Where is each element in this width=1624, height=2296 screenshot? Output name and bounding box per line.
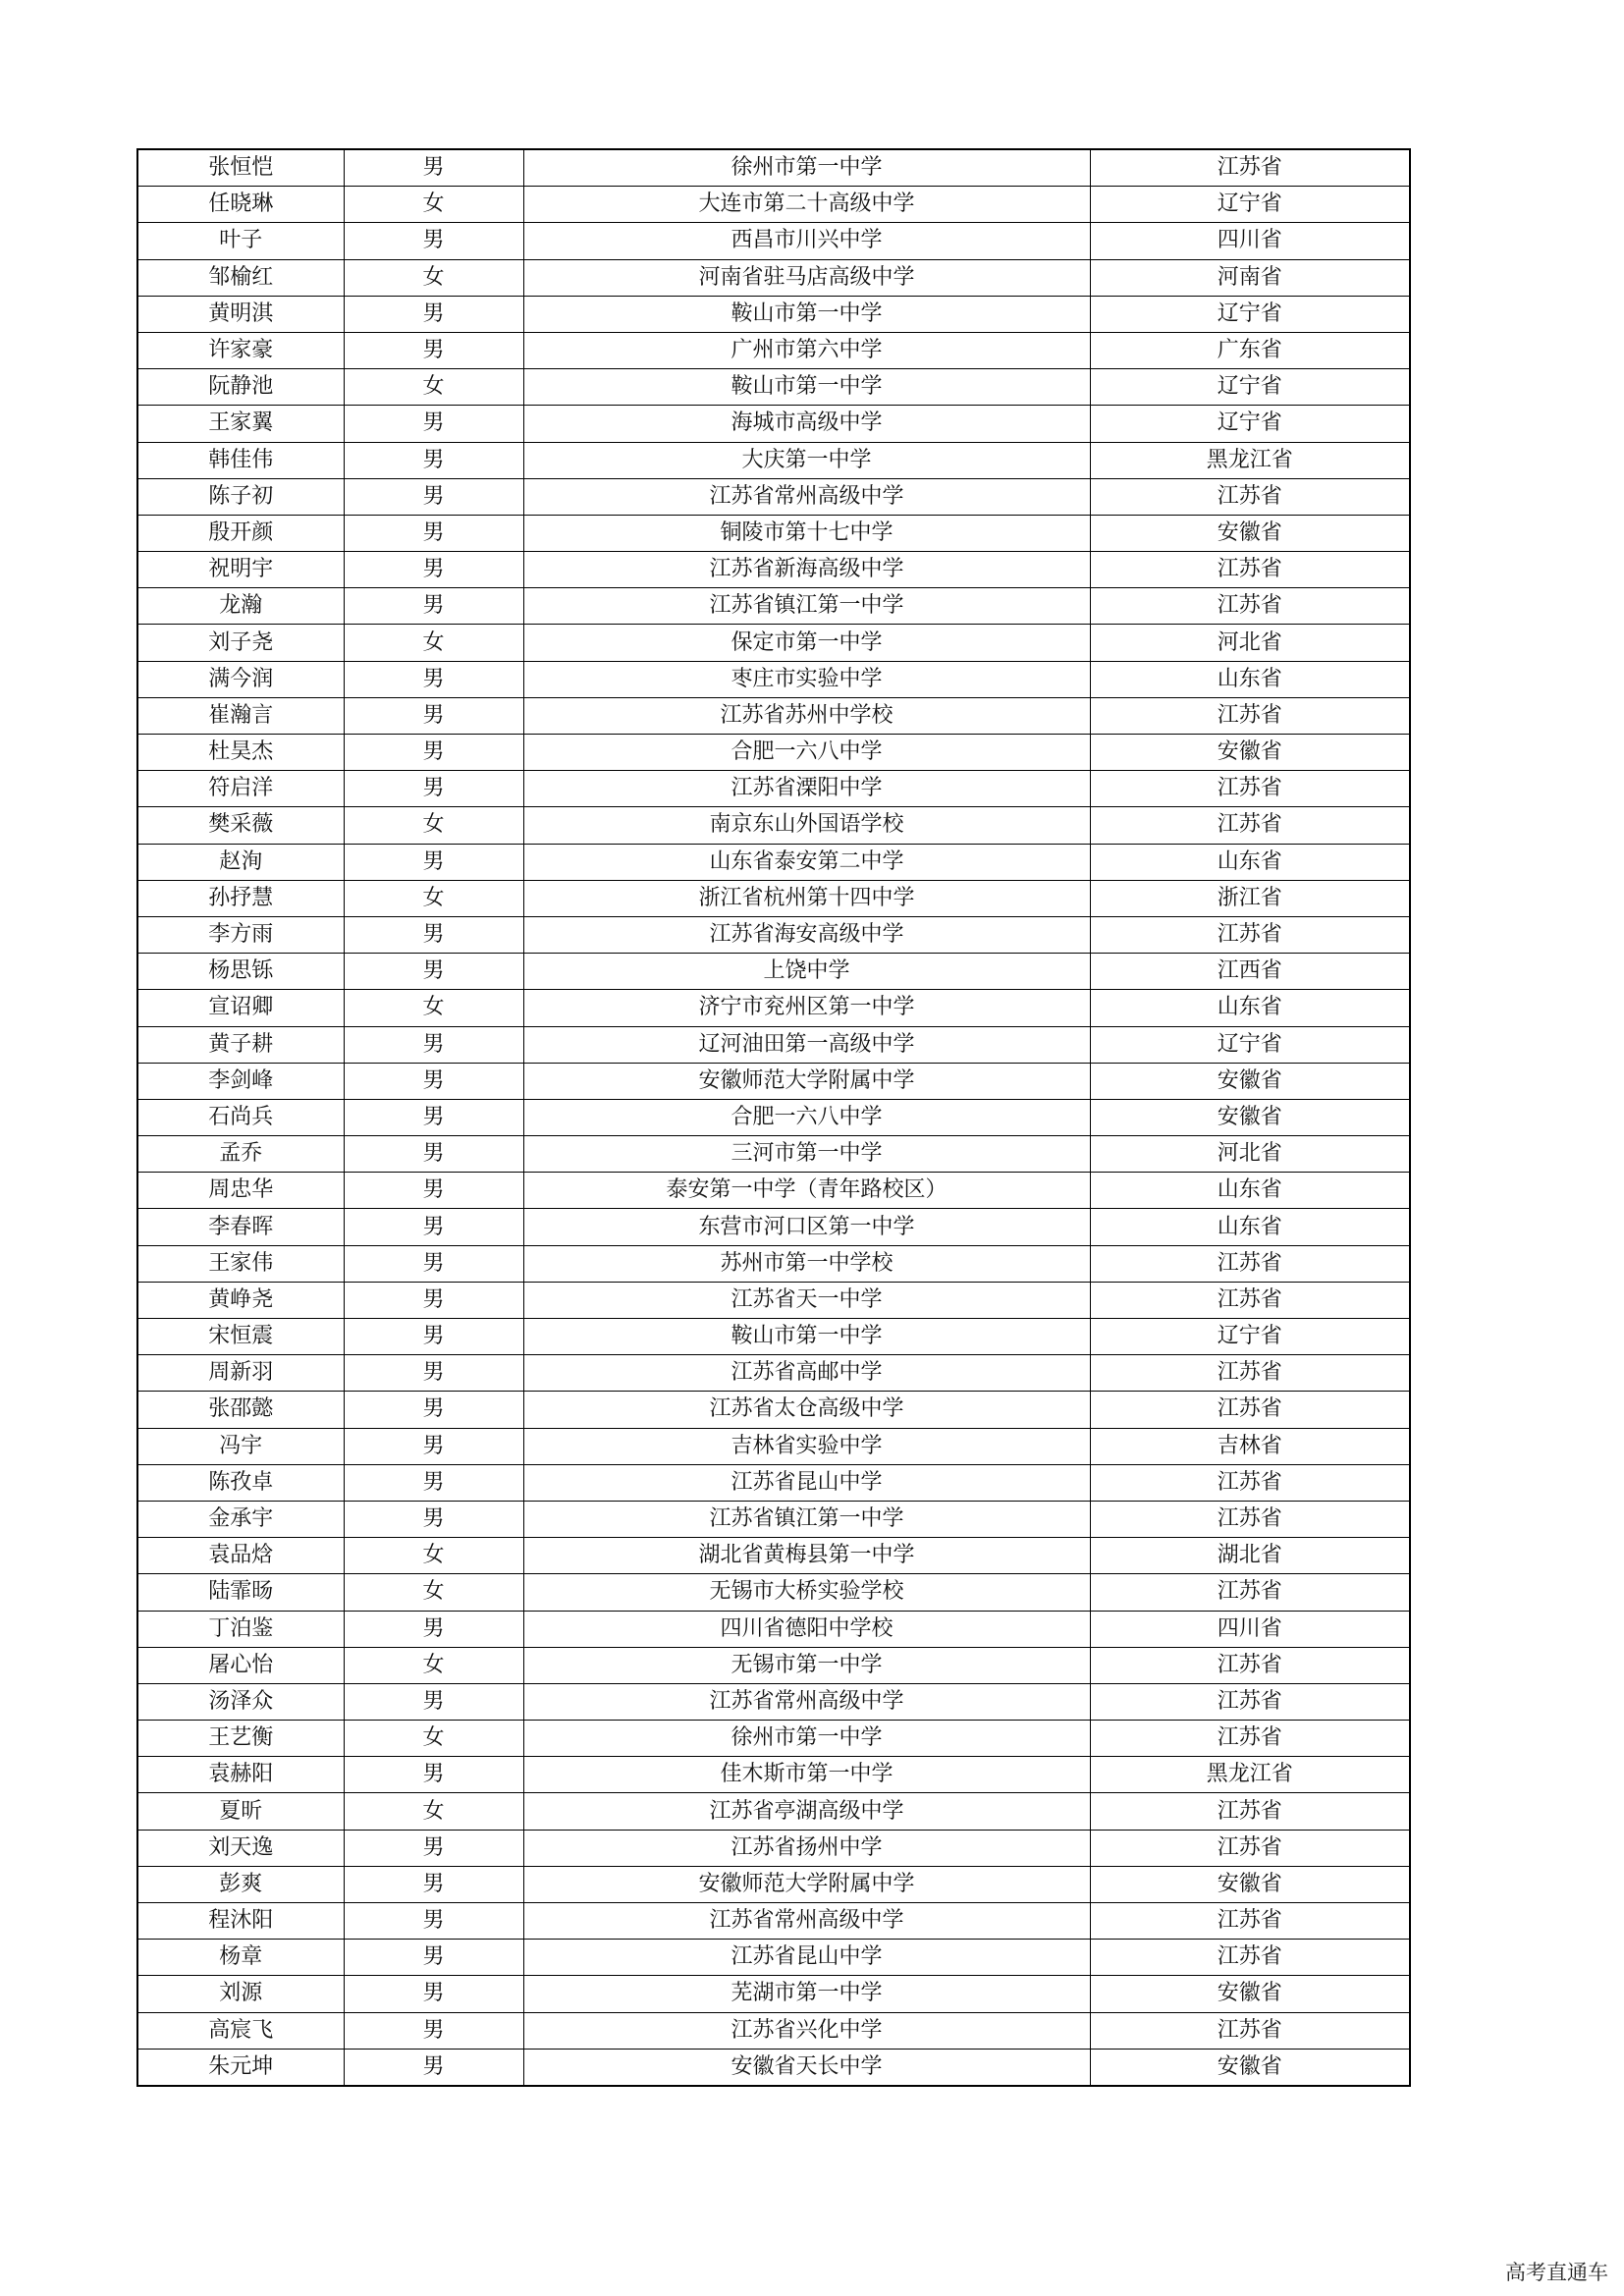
province-cell: 山东省 <box>1090 661 1410 697</box>
table-row <box>137 1355 1410 1392</box>
table-row <box>137 406 1410 442</box>
student-name-cell: 符启洋 <box>137 771 344 807</box>
province-cell: 江苏省 <box>1090 1793 1410 1830</box>
gender-cell: 男 <box>344 735 523 771</box>
gender-cell: 女 <box>344 880 523 916</box>
gender-cell: 男 <box>344 2012 523 2049</box>
school-cell: 海城市高级中学 <box>523 406 1090 442</box>
gender-cell: 男 <box>344 1173 523 1209</box>
student-name-cell: 屠心怡 <box>137 1647 344 1683</box>
school-cell: 江苏省溧阳中学 <box>523 771 1090 807</box>
province-cell: 河南省 <box>1090 259 1410 296</box>
table-row <box>137 1903 1410 1940</box>
table-row <box>137 552 1410 588</box>
table-row <box>137 1721 1410 1757</box>
student-name-cell: 袁品焓 <box>137 1538 344 1574</box>
school-cell: 江苏省扬州中学 <box>523 1830 1090 1866</box>
student-name-cell: 宋恒震 <box>137 1319 344 1355</box>
table-row <box>137 735 1410 771</box>
table-row <box>137 1392 1410 1428</box>
gender-cell: 男 <box>344 771 523 807</box>
school-cell: 江苏省海安高级中学 <box>523 916 1090 953</box>
student-name-cell: 李剑峰 <box>137 1063 344 1099</box>
table-row <box>137 1976 1410 2012</box>
gender-cell: 男 <box>344 1136 523 1173</box>
gender-cell: 男 <box>344 1464 523 1501</box>
student-name-cell: 石尚兵 <box>137 1099 344 1135</box>
student-name-cell: 孙抒慧 <box>137 880 344 916</box>
student-name-cell: 周新羽 <box>137 1355 344 1392</box>
student-name-cell: 杨思铄 <box>137 954 344 990</box>
gender-cell: 男 <box>344 1319 523 1355</box>
student-name-cell: 王家伟 <box>137 1245 344 1282</box>
school-cell: 芜湖市第一中学 <box>523 1976 1090 2012</box>
table-row <box>137 1026 1410 1063</box>
table-row <box>137 223 1410 259</box>
school-cell: 辽河油田第一高级中学 <box>523 1026 1090 1063</box>
province-cell: 江苏省 <box>1090 2012 1410 2049</box>
province-cell: 四川省 <box>1090 223 1410 259</box>
student-name-cell: 金承宇 <box>137 1501 344 1537</box>
student-name-cell: 黄峥尧 <box>137 1282 344 1318</box>
school-cell: 江苏省镇江第一中学 <box>523 1501 1090 1537</box>
province-cell: 安徽省 <box>1090 1976 1410 2012</box>
province-cell: 辽宁省 <box>1090 369 1410 406</box>
province-cell: 江苏省 <box>1090 1501 1410 1537</box>
gender-cell: 男 <box>344 296 523 332</box>
school-cell: 江苏省昆山中学 <box>523 1464 1090 1501</box>
student-name-cell: 王艺衡 <box>137 1721 344 1757</box>
table-row <box>137 478 1410 515</box>
province-cell: 江苏省 <box>1090 1464 1410 1501</box>
province-cell: 吉林省 <box>1090 1428 1410 1464</box>
student-name-cell: 满今润 <box>137 661 344 697</box>
table-row <box>137 697 1410 734</box>
table-row <box>137 369 1410 406</box>
gender-cell: 男 <box>344 1026 523 1063</box>
province-cell: 安徽省 <box>1090 1063 1410 1099</box>
school-cell: 安徽省天长中学 <box>523 2049 1090 2086</box>
province-cell: 江苏省 <box>1090 1683 1410 1720</box>
student-name-cell: 高宸飞 <box>137 2012 344 2049</box>
table-row <box>137 187 1410 223</box>
province-cell: 辽宁省 <box>1090 296 1410 332</box>
gender-cell: 男 <box>344 1209 523 1245</box>
gender-cell: 男 <box>344 916 523 953</box>
school-cell: 安徽师范大学附属中学 <box>523 1866 1090 1902</box>
school-cell: 鞍山市第一中学 <box>523 1319 1090 1355</box>
gender-cell: 女 <box>344 625 523 661</box>
table-row <box>137 149 1410 187</box>
table-row <box>137 844 1410 880</box>
gender-cell: 男 <box>344 1063 523 1099</box>
table-row <box>137 1282 1410 1318</box>
province-cell: 湖北省 <box>1090 1538 1410 1574</box>
table-row <box>137 1245 1410 1282</box>
student-name-cell: 宣诏卿 <box>137 990 344 1026</box>
table-row <box>137 1099 1410 1135</box>
table-row <box>137 916 1410 953</box>
student-name-cell: 彭爽 <box>137 1866 344 1902</box>
roster-table <box>136 148 1411 2087</box>
province-cell: 山东省 <box>1090 1209 1410 1245</box>
table-row <box>137 1683 1410 1720</box>
table-row <box>137 1173 1410 1209</box>
table-row <box>137 1464 1410 1501</box>
province-cell: 安徽省 <box>1090 2049 1410 2086</box>
gender-cell: 女 <box>344 1793 523 1830</box>
table-row <box>137 1611 1410 1647</box>
school-cell: 鞍山市第一中学 <box>523 369 1090 406</box>
student-name-cell: 丁泊鉴 <box>137 1611 344 1647</box>
school-cell: 徐州市第一中学 <box>523 149 1090 187</box>
table-row <box>137 332 1410 368</box>
province-cell: 江苏省 <box>1090 552 1410 588</box>
school-cell: 枣庄市实验中学 <box>523 661 1090 697</box>
gender-cell: 男 <box>344 1282 523 1318</box>
province-cell: 江苏省 <box>1090 1392 1410 1428</box>
student-name-cell: 陆霏旸 <box>137 1574 344 1611</box>
school-cell: 合肥一六八中学 <box>523 1099 1090 1135</box>
gender-cell: 男 <box>344 515 523 551</box>
table-row <box>137 515 1410 551</box>
gender-cell: 女 <box>344 807 523 844</box>
gender-cell: 男 <box>344 1940 523 1976</box>
student-name-cell: 张邵懿 <box>137 1392 344 1428</box>
province-cell: 黑龙江省 <box>1090 1757 1410 1793</box>
student-name-cell: 李方雨 <box>137 916 344 953</box>
table-row <box>137 807 1410 844</box>
school-cell: 泰安第一中学（青年路校区） <box>523 1173 1090 1209</box>
student-name-cell: 黄子耕 <box>137 1026 344 1063</box>
student-name-cell: 韩佳伟 <box>137 442 344 478</box>
student-name-cell: 杨章 <box>137 1940 344 1976</box>
province-cell: 安徽省 <box>1090 735 1410 771</box>
student-name-cell: 夏昕 <box>137 1793 344 1830</box>
province-cell: 河北省 <box>1090 1136 1410 1173</box>
province-cell: 江苏省 <box>1090 149 1410 187</box>
table-row <box>137 588 1410 625</box>
table-row <box>137 1209 1410 1245</box>
province-cell: 江苏省 <box>1090 697 1410 734</box>
table-row <box>137 2049 1410 2086</box>
province-cell: 黑龙江省 <box>1090 442 1410 478</box>
school-cell: 四川省德阳中学校 <box>523 1611 1090 1647</box>
gender-cell: 男 <box>344 1428 523 1464</box>
student-name-cell: 孟乔 <box>137 1136 344 1173</box>
province-cell: 江苏省 <box>1090 1245 1410 1282</box>
school-cell: 山东省泰安第二中学 <box>523 844 1090 880</box>
gender-cell: 女 <box>344 369 523 406</box>
school-cell: 江苏省常州高级中学 <box>523 1683 1090 1720</box>
school-cell: 南京东山外国语学校 <box>523 807 1090 844</box>
school-cell: 徐州市第一中学 <box>523 1721 1090 1757</box>
gender-cell: 女 <box>344 1574 523 1611</box>
school-cell: 济宁市兖州区第一中学 <box>523 990 1090 1026</box>
table-row <box>137 771 1410 807</box>
province-cell: 江苏省 <box>1090 1574 1410 1611</box>
gender-cell: 女 <box>344 1721 523 1757</box>
student-name-cell: 赵洵 <box>137 844 344 880</box>
gender-cell: 男 <box>344 661 523 697</box>
gender-cell: 男 <box>344 2049 523 2086</box>
table-row <box>137 1757 1410 1793</box>
province-cell: 浙江省 <box>1090 880 1410 916</box>
school-cell: 江苏省天一中学 <box>523 1282 1090 1318</box>
school-cell: 三河市第一中学 <box>523 1136 1090 1173</box>
school-cell: 上饶中学 <box>523 954 1090 990</box>
table-row <box>137 625 1410 661</box>
province-cell: 辽宁省 <box>1090 187 1410 223</box>
student-name-cell: 冯宇 <box>137 1428 344 1464</box>
school-cell: 大庆第一中学 <box>523 442 1090 478</box>
gender-cell: 男 <box>344 1757 523 1793</box>
province-cell: 山东省 <box>1090 990 1410 1026</box>
province-cell: 江苏省 <box>1090 771 1410 807</box>
school-cell: 鞍山市第一中学 <box>523 296 1090 332</box>
school-cell: 江苏省镇江第一中学 <box>523 588 1090 625</box>
gender-cell: 女 <box>344 187 523 223</box>
table-row <box>137 442 1410 478</box>
school-cell: 江苏省兴化中学 <box>523 2012 1090 2049</box>
school-cell: 江苏省新海高级中学 <box>523 552 1090 588</box>
school-cell: 江苏省常州高级中学 <box>523 478 1090 515</box>
table-row <box>137 954 1410 990</box>
school-cell: 无锡市第一中学 <box>523 1647 1090 1683</box>
gender-cell: 男 <box>344 1866 523 1902</box>
province-cell: 广东省 <box>1090 332 1410 368</box>
table-row <box>137 1428 1410 1464</box>
province-cell: 安徽省 <box>1090 1099 1410 1135</box>
province-cell: 山东省 <box>1090 844 1410 880</box>
table-row <box>137 661 1410 697</box>
table-row <box>137 880 1410 916</box>
school-cell: 江苏省苏州中学校 <box>523 697 1090 734</box>
table-row <box>137 1063 1410 1099</box>
table-row <box>137 1538 1410 1574</box>
school-cell: 吉林省实验中学 <box>523 1428 1090 1464</box>
school-cell: 江苏省亭湖高级中学 <box>523 1793 1090 1830</box>
student-name-cell: 杜昊杰 <box>137 735 344 771</box>
province-cell: 辽宁省 <box>1090 1026 1410 1063</box>
gender-cell: 男 <box>344 478 523 515</box>
gender-cell: 男 <box>344 332 523 368</box>
school-cell: 大连市第二十高级中学 <box>523 187 1090 223</box>
student-name-cell: 袁赫阳 <box>137 1757 344 1793</box>
province-cell: 安徽省 <box>1090 515 1410 551</box>
province-cell: 江苏省 <box>1090 1903 1410 1940</box>
gender-cell: 女 <box>344 259 523 296</box>
student-name-cell: 黄明淇 <box>137 296 344 332</box>
student-name-cell: 李春晖 <box>137 1209 344 1245</box>
table-row <box>137 1647 1410 1683</box>
province-cell: 山东省 <box>1090 1173 1410 1209</box>
school-cell: 东营市河口区第一中学 <box>523 1209 1090 1245</box>
table-row <box>137 2012 1410 2049</box>
province-cell: 江苏省 <box>1090 1721 1410 1757</box>
province-cell: 江苏省 <box>1090 1355 1410 1392</box>
student-name-cell: 崔瀚言 <box>137 697 344 734</box>
student-name-cell: 龙瀚 <box>137 588 344 625</box>
student-name-cell: 刘源 <box>137 1976 344 2012</box>
province-cell: 江西省 <box>1090 954 1410 990</box>
student-name-cell: 祝明宇 <box>137 552 344 588</box>
school-cell: 西昌市川兴中学 <box>523 223 1090 259</box>
student-name-cell: 刘子尧 <box>137 625 344 661</box>
table-row <box>137 1319 1410 1355</box>
student-name-cell: 陈子初 <box>137 478 344 515</box>
table-row <box>137 1501 1410 1537</box>
province-cell: 安徽省 <box>1090 1866 1410 1902</box>
student-name-cell: 张恒恺 <box>137 149 344 187</box>
student-name-cell: 陈孜卓 <box>137 1464 344 1501</box>
school-cell: 铜陵市第十七中学 <box>523 515 1090 551</box>
province-cell: 江苏省 <box>1090 916 1410 953</box>
province-cell: 江苏省 <box>1090 807 1410 844</box>
gender-cell: 女 <box>344 990 523 1026</box>
table-row <box>137 990 1410 1026</box>
gender-cell: 男 <box>344 588 523 625</box>
province-cell: 河北省 <box>1090 625 1410 661</box>
table-row <box>137 1136 1410 1173</box>
student-name-cell: 任晓琳 <box>137 187 344 223</box>
province-cell: 江苏省 <box>1090 1830 1410 1866</box>
table-row <box>137 259 1410 296</box>
school-cell: 无锡市大桥实验学校 <box>523 1574 1090 1611</box>
gender-cell: 男 <box>344 442 523 478</box>
watermark-text: 高考直通车 <box>1505 2261 1608 2284</box>
gender-cell: 男 <box>344 1355 523 1392</box>
table-row <box>137 296 1410 332</box>
school-cell: 佳木斯市第一中学 <box>523 1757 1090 1793</box>
province-cell: 江苏省 <box>1090 588 1410 625</box>
gender-cell: 男 <box>344 1501 523 1537</box>
school-cell: 江苏省昆山中学 <box>523 1940 1090 1976</box>
student-name-cell: 樊采薇 <box>137 807 344 844</box>
school-cell: 安徽师范大学附属中学 <box>523 1063 1090 1099</box>
gender-cell: 男 <box>344 1611 523 1647</box>
student-name-cell: 阮静池 <box>137 369 344 406</box>
gender-cell: 男 <box>344 1903 523 1940</box>
table-row <box>137 1574 1410 1611</box>
student-name-cell: 刘天逸 <box>137 1830 344 1866</box>
province-cell: 辽宁省 <box>1090 1319 1410 1355</box>
gender-cell: 男 <box>344 954 523 990</box>
table-row <box>137 1793 1410 1830</box>
province-cell: 辽宁省 <box>1090 406 1410 442</box>
gender-cell: 男 <box>344 406 523 442</box>
student-name-cell: 殷开颜 <box>137 515 344 551</box>
school-cell: 江苏省太仓高级中学 <box>523 1392 1090 1428</box>
gender-cell: 男 <box>344 1976 523 2012</box>
gender-cell: 男 <box>344 552 523 588</box>
school-cell: 江苏省高邮中学 <box>523 1355 1090 1392</box>
gender-cell: 男 <box>344 697 523 734</box>
table-row <box>137 1940 1410 1976</box>
student-name-cell: 邹榆红 <box>137 259 344 296</box>
gender-cell: 男 <box>344 1392 523 1428</box>
school-cell: 苏州市第一中学校 <box>523 1245 1090 1282</box>
province-cell: 江苏省 <box>1090 1647 1410 1683</box>
province-cell: 江苏省 <box>1090 478 1410 515</box>
gender-cell: 男 <box>344 223 523 259</box>
student-name-cell: 朱元坤 <box>137 2049 344 2086</box>
gender-cell: 女 <box>344 1647 523 1683</box>
school-cell: 合肥一六八中学 <box>523 735 1090 771</box>
gender-cell: 男 <box>344 1830 523 1866</box>
gender-cell: 男 <box>344 149 523 187</box>
student-name-cell: 程沐阳 <box>137 1903 344 1940</box>
gender-cell: 女 <box>344 1538 523 1574</box>
school-cell: 浙江省杭州第十四中学 <box>523 880 1090 916</box>
province-cell: 江苏省 <box>1090 1282 1410 1318</box>
table-row <box>137 1866 1410 1902</box>
gender-cell: 男 <box>344 1099 523 1135</box>
roster-body <box>137 149 1410 2086</box>
province-cell: 江苏省 <box>1090 1940 1410 1976</box>
table-row <box>137 1830 1410 1866</box>
student-name-cell: 许家豪 <box>137 332 344 368</box>
school-cell: 广州市第六中学 <box>523 332 1090 368</box>
gender-cell: 男 <box>344 1245 523 1282</box>
school-cell: 湖北省黄梅县第一中学 <box>523 1538 1090 1574</box>
gender-cell: 男 <box>344 844 523 880</box>
student-name-cell: 周忠华 <box>137 1173 344 1209</box>
student-name-cell: 叶子 <box>137 223 344 259</box>
school-cell: 保定市第一中学 <box>523 625 1090 661</box>
student-name-cell: 汤泽众 <box>137 1683 344 1720</box>
school-cell: 江苏省常州高级中学 <box>523 1903 1090 1940</box>
school-cell: 河南省驻马店高级中学 <box>523 259 1090 296</box>
gender-cell: 男 <box>344 1683 523 1720</box>
province-cell: 四川省 <box>1090 1611 1410 1647</box>
student-name-cell: 王家翼 <box>137 406 344 442</box>
